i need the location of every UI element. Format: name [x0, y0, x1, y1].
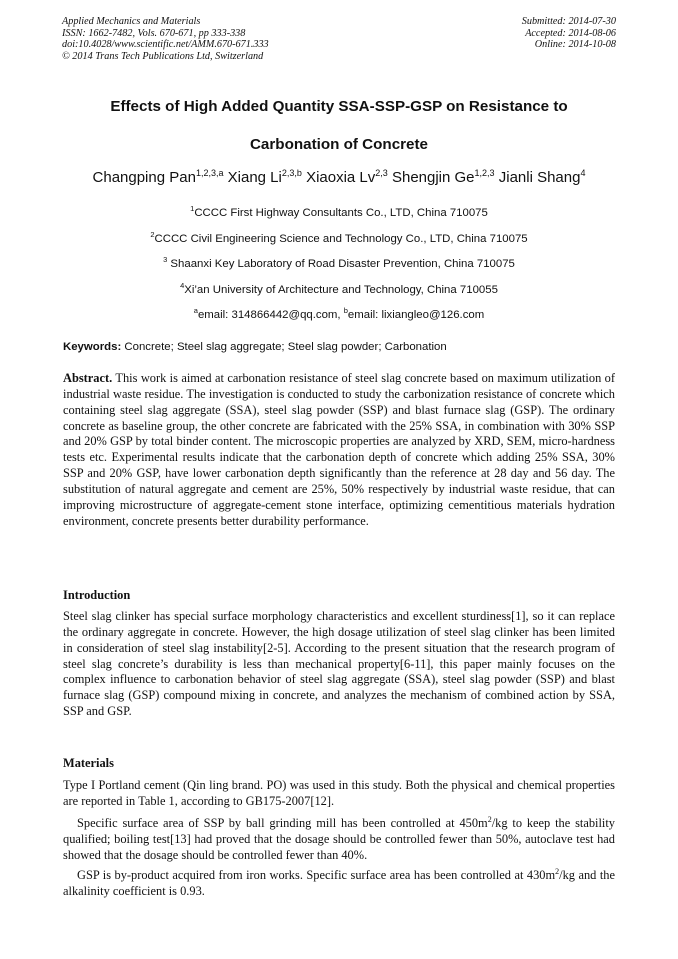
abstract-text: This work is aimed at carbonation resistance of steel slag concrete based on maximum utilization of industrial waste residue. The investigation is conducted to study the carbonization resistance of concrete which containing steel slag aggregate (SSA), steel slag powder (SSP) and blast furnace slag (GSP). The ordinary concrete as baseline group, the other concrete are fabricated with the 25% SSA, in combination with 30% SSP and 20% GSP by total binder content. The microscopic properties are analyzed by XRD, SEM, micro-hardness tests etc. Experimental results indicate that the carbonation depth of concrete which adding 25% SSA, 30% SSP and 20% GSP, have lower carbonation depth significantly than the reference at 28 day and 56 day. The substitution of natural aggregate and cement are 25%, 50% respectively by industrial waste residue, that can improving microstructure of aggregate-cement stone interface, optimizing cementitious materials hydration environment, concrete presents better durability performance.	[63, 371, 615, 528]
affiliation-sup: 1	[190, 204, 195, 214]
materials-heading: Materials	[63, 756, 114, 770]
author-name: Jianli Shang	[498, 169, 581, 186]
submitted-date: Submitted: 2014-07-30	[521, 16, 616, 27]
author-affil-sup: 1,2,3	[474, 168, 495, 178]
affiliation-sup: 3	[163, 255, 168, 265]
affiliation-2	[62, 227, 616, 253]
issn-line: ISSN: 1662-7482, Vols. 670-671, pp 333-338	[62, 27, 246, 39]
author-name: Xiang Li	[227, 169, 282, 186]
journal-info	[62, 16, 269, 62]
email-line	[62, 303, 616, 329]
title-line-2: Carbonation of Concrete	[249, 136, 429, 153]
author-name: Xiaoxia Lv	[306, 169, 376, 186]
materials-paragraph-2	[63, 816, 615, 864]
email-sup: a	[193, 306, 198, 316]
doi-line: doi:10.4028/www.scientific.net/AMM.670-671.333	[62, 39, 269, 51]
p3-sup: 2	[555, 866, 560, 876]
author-affil-sup: 1,2,3,a	[195, 168, 224, 178]
materials-paragraph-3	[63, 868, 615, 900]
author-name: Changping Pan	[92, 169, 196, 186]
affiliation-text: Shaanxi Key Laboratory of Road Disaster Prevention, China 710075	[167, 258, 515, 271]
materials-paragraph-1: Type I Portland cement (Qin ling brand. PO) was used in this study. Both the physical and chemical properties are reported in Table 1, according to GB175-2007[12].	[63, 778, 615, 808]
author-name: Shengjin Ge	[391, 169, 475, 186]
email-sup: b	[343, 306, 348, 316]
p3-text-a: GSP is by-product acquired from iron works. Specific surface area has been controlled at 430m	[77, 868, 556, 882]
affiliation-4	[62, 278, 616, 304]
author-list	[40, 168, 638, 188]
introduction-heading: Introduction	[63, 588, 131, 602]
copyright-line: © 2014 Trans Tech Publications Ltd, Switzerland	[62, 50, 264, 62]
p2-text-b: /kg to keep the stability qualified; boiling test[13] had proved that the dosage should be controlled fewer than 50%, autoclave test had showed that the dosage should be controlled fewer than 40%.	[63, 816, 615, 862]
keywords-label: Keywords:	[63, 341, 122, 353]
title-line-1: Effects of High Added Quantity SSA-SSP-GSP on Resistance to	[110, 98, 568, 115]
online-date: Online: 2014-10-08	[534, 39, 616, 51]
affiliation-text: Xi’an University of Architecture and Technology, China 710055	[184, 283, 498, 296]
introduction-paragraph: Steel slag clinker has special surface morphology characteristics and excellent sturdiness[1], so it can replace the ordinary aggregate in concrete. However, the high dosage utilization of steel slag clinker has been limited in consideration of steel slag instability[2-5]. According to the present situation that the research program of steel slag concrete’s durability is less than mechanical property[6-11], this paper mainly focuses on the complex influence to carbonation behavior of steel slag aggregate (SSA), steel slag powder (SSP) and blast furnace slag (GSP) compound mixing in concrete, and analyzes the mechanism of combined action by SSA, SSP and GSP.	[63, 609, 615, 719]
email-b: email: lixiangleo@126.com	[347, 309, 485, 322]
abstract	[63, 371, 615, 529]
affiliation-text: CCCC Civil Engineering Science and Technology Co., LTD, China 710075	[154, 232, 528, 245]
email-a: email: 314866442@qq.com,	[197, 309, 344, 322]
affiliation-1	[62, 201, 616, 227]
abstract-label: Abstract.	[63, 371, 113, 385]
p2-text-a: Specific surface area of SSP by ball grinding mill has been controlled at 450m	[77, 816, 488, 830]
author-affil-sup: 2,3,b	[281, 168, 302, 178]
journal-name: Applied Mechanics and Materials	[62, 16, 201, 27]
author-affil-sup: 2,3	[375, 168, 388, 178]
affiliation-sup: 4	[180, 280, 185, 290]
p2-sup: 2	[487, 814, 492, 824]
keywords	[63, 340, 616, 355]
keywords-text: Concrete; Steel slag aggregate; Steel slag powder; Carbonation	[121, 341, 447, 353]
paper-title	[62, 88, 616, 164]
affiliation-3	[62, 252, 616, 278]
affiliations	[62, 201, 616, 329]
affiliation-sup: 2	[150, 229, 155, 239]
page-header	[62, 16, 616, 64]
p3-text-b: /kg and the alkalinity coefficient is 0.93.	[63, 868, 615, 898]
affiliation-text: CCCC First Highway Consultants Co., LTD, China 710075	[194, 207, 488, 219]
publication-dates	[522, 16, 616, 51]
author-affil-sup: 4	[580, 168, 586, 178]
accepted-date: Accepted: 2014-08-06	[525, 27, 616, 39]
